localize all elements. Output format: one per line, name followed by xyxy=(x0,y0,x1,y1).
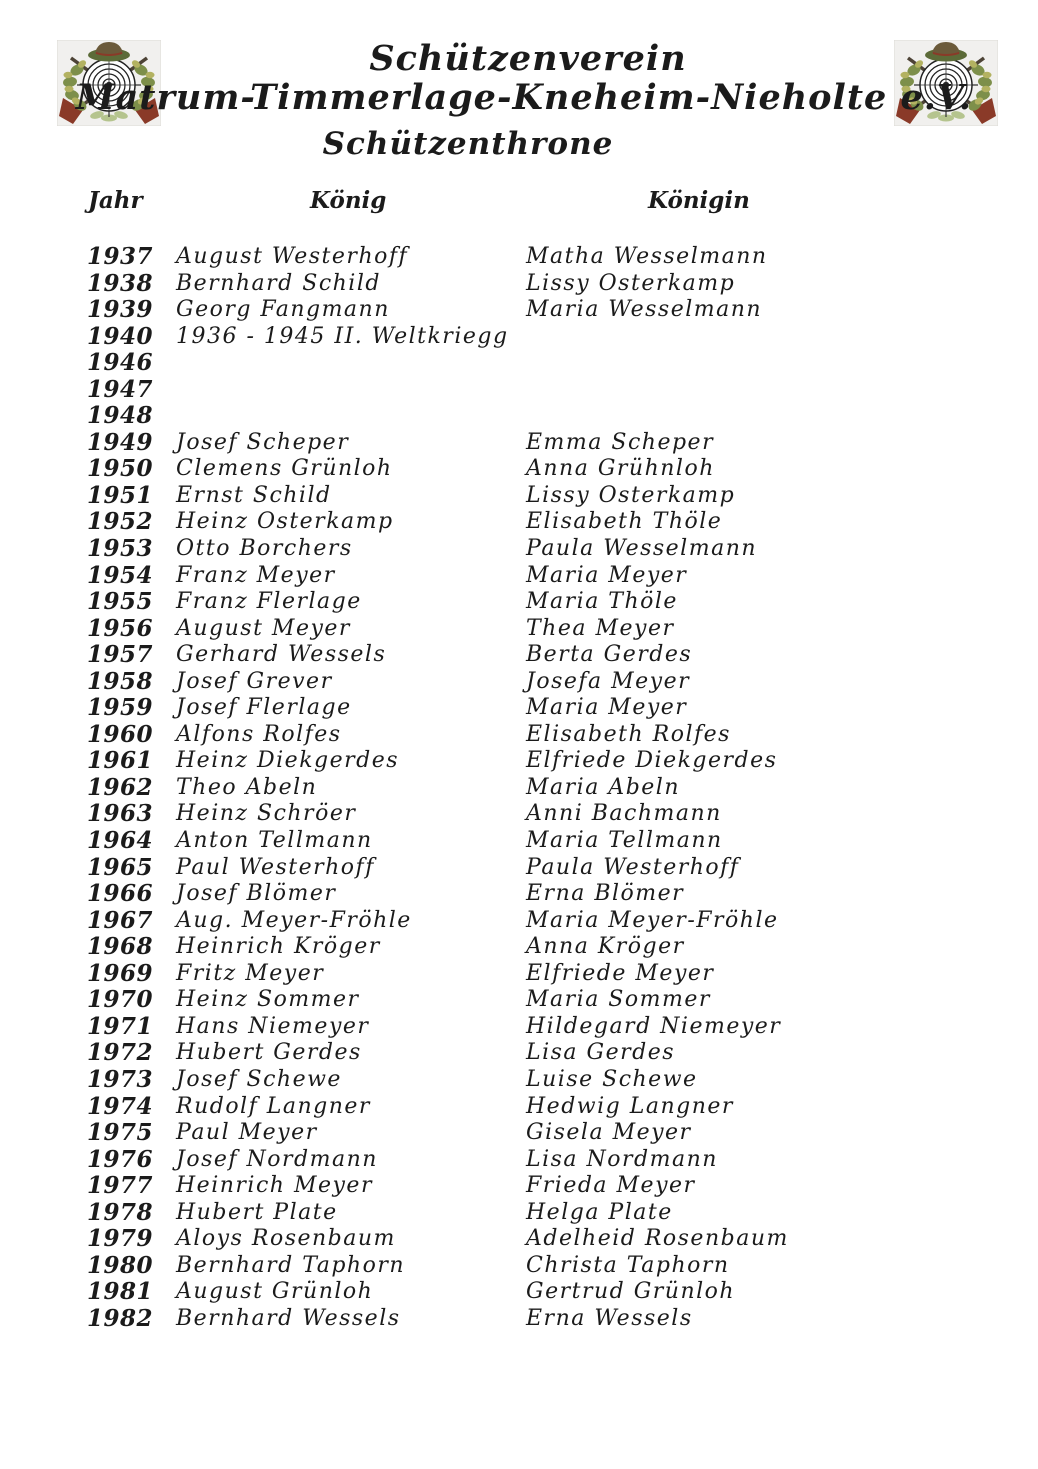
row-queen-name: Christa Taphorn xyxy=(526,1252,730,1278)
row-queen-name: Lissy Osterkamp xyxy=(526,482,736,508)
row-year: 1973 xyxy=(87,1065,154,1093)
row-year: 1963 xyxy=(87,800,154,828)
row-queen-name: Hildegard Niemeyer xyxy=(526,1013,782,1039)
row-king-name: Fritz Meyer xyxy=(176,960,325,986)
row-king-name: 1936 - 1945 II. Weltkriegg xyxy=(176,323,509,349)
row-king-name: Paul Meyer xyxy=(176,1120,318,1146)
row-king-name: Josef Blömer xyxy=(176,881,337,907)
throne-table xyxy=(0,244,1038,1332)
row-queen-name: Maria Sommer xyxy=(526,987,711,1013)
row-year: 1977 xyxy=(87,1172,154,1200)
row-year: 1938 xyxy=(87,269,154,297)
table-row xyxy=(0,881,1038,908)
table-row xyxy=(0,271,1038,298)
table-row xyxy=(0,855,1038,882)
table-row xyxy=(0,748,1038,775)
row-king-name: Alfons Rolfes xyxy=(176,721,342,747)
row-year: 1952 xyxy=(87,508,154,536)
table-row xyxy=(0,1094,1038,1121)
table-row xyxy=(0,1279,1038,1306)
table-row xyxy=(0,350,1038,377)
row-year: 1971 xyxy=(87,1012,154,1040)
row-year: 1965 xyxy=(87,853,154,881)
club-name-line1: Schützenverein xyxy=(369,38,687,79)
row-king-name: Heinrich Kröger xyxy=(176,934,381,960)
table-row xyxy=(0,775,1038,802)
row-queen-name: Maria Tellmann xyxy=(526,828,723,854)
row-queen-name: Thea Meyer xyxy=(526,615,675,641)
row-king-name: Bernhard Taphorn xyxy=(176,1252,406,1278)
table-row xyxy=(0,1014,1038,1041)
row-year: 1948 xyxy=(87,402,154,430)
club-name-line2: Matrum-Timmerlage-Kneheim-Nieholte e.V. xyxy=(75,77,973,118)
table-row xyxy=(0,616,1038,643)
row-year: 1967 xyxy=(87,906,154,934)
row-king-name: Georg Fangmann xyxy=(176,297,390,323)
row-queen-name: Adelheid Rosenbaum xyxy=(526,1226,789,1252)
row-year: 1960 xyxy=(87,720,154,748)
row-king-name: August Westerhoff xyxy=(176,244,409,269)
row-queen-name: Helga Plate xyxy=(526,1199,673,1225)
row-year: 1969 xyxy=(87,959,154,987)
table-row xyxy=(0,695,1038,722)
row-year: 1939 xyxy=(87,296,154,324)
row-year: 1950 xyxy=(87,455,154,483)
row-queen-name: Maria Meyer xyxy=(526,562,688,588)
row-queen-name: Lissy Osterkamp xyxy=(526,270,736,296)
row-year: 1958 xyxy=(87,667,154,695)
table-row xyxy=(0,1226,1038,1253)
row-year: 1951 xyxy=(87,481,154,509)
row-year: 1974 xyxy=(87,1092,154,1120)
column-header-year: Jahr xyxy=(88,187,143,214)
row-king-name: Anton Tellmann xyxy=(176,828,373,854)
row-queen-name: Matha Wesselmann xyxy=(526,244,768,269)
row-king-name: Heinz Sommer xyxy=(176,987,360,1013)
table-row xyxy=(0,456,1038,483)
row-queen-name: Maria Meyer-Fröhle xyxy=(526,907,779,933)
row-queen-name: Maria Abeln xyxy=(526,774,680,800)
row-queen-name: Erna Wessels xyxy=(526,1305,693,1331)
table-row xyxy=(0,324,1038,351)
row-queen-name: Elfriede Diekgerdes xyxy=(526,748,778,774)
row-year: 1979 xyxy=(87,1225,154,1253)
row-king-name: Ernst Schild xyxy=(176,482,332,508)
row-year: 1981 xyxy=(87,1278,154,1306)
row-queen-name: Paula Wesselmann xyxy=(526,536,758,562)
table-row xyxy=(0,934,1038,961)
row-year: 1946 xyxy=(87,349,154,377)
row-king-name: Aug. Meyer-Fröhle xyxy=(176,907,412,933)
table-row xyxy=(0,669,1038,696)
row-queen-name: Gisela Meyer xyxy=(526,1120,692,1146)
row-king-name: Franz Meyer xyxy=(176,562,336,588)
row-queen-name: Anna Grühnloh xyxy=(526,456,715,482)
row-year: 1940 xyxy=(87,322,154,350)
row-king-name: Franz Flerlage xyxy=(176,589,362,615)
table-row xyxy=(0,297,1038,324)
row-year: 1937 xyxy=(87,243,154,270)
row-queen-name: Emma Scheper xyxy=(526,429,715,455)
table-row xyxy=(0,1173,1038,1200)
table-row xyxy=(0,961,1038,988)
row-king-name: Bernhard Wessels xyxy=(176,1305,401,1331)
row-year: 1962 xyxy=(87,773,154,801)
page-title: Schützenthrone xyxy=(322,126,614,162)
table-row xyxy=(0,1253,1038,1280)
column-header-king: König xyxy=(310,187,387,214)
table-column-headers xyxy=(0,187,1038,217)
row-queen-name: Frieda Meyer xyxy=(526,1173,696,1199)
row-year: 1959 xyxy=(87,694,154,722)
row-king-name: Josef Grever xyxy=(176,668,333,694)
row-queen-name: Elisabeth Thöle xyxy=(526,509,723,535)
table-row xyxy=(0,1306,1038,1333)
row-year: 1955 xyxy=(87,588,154,616)
row-king-name: Josef Nordmann xyxy=(176,1146,378,1172)
row-year: 1972 xyxy=(87,1039,154,1067)
column-header-queen: Königin xyxy=(648,187,750,214)
table-row xyxy=(0,589,1038,616)
row-year: 1968 xyxy=(87,933,154,961)
row-king-name: Josef Flerlage xyxy=(176,695,352,721)
table-row xyxy=(0,563,1038,590)
row-queen-name: Hedwig Langner xyxy=(526,1093,734,1119)
row-king-name: Aloys Rosenbaum xyxy=(176,1226,396,1252)
row-queen-name: Gertrud Grünloh xyxy=(526,1279,736,1305)
row-queen-name: Elfriede Meyer xyxy=(526,960,715,986)
row-year: 1961 xyxy=(87,747,154,775)
row-queen-name: Berta Gerdes xyxy=(526,642,693,668)
table-row xyxy=(0,483,1038,510)
row-year: 1949 xyxy=(87,428,154,456)
row-queen-name: Maria Meyer xyxy=(526,695,688,721)
table-row xyxy=(0,801,1038,828)
table-row xyxy=(0,403,1038,430)
table-row xyxy=(0,377,1038,404)
row-king-name: Rudolf Langner xyxy=(176,1093,371,1119)
row-queen-name: Maria Thöle xyxy=(526,589,678,615)
row-queen-name: Anni Bachmann xyxy=(526,801,722,827)
row-king-name: Josef Scheper xyxy=(176,429,350,455)
row-king-name: Paul Westerhoff xyxy=(176,854,375,880)
row-year: 1947 xyxy=(87,375,154,403)
row-king-name: Heinrich Meyer xyxy=(176,1173,373,1199)
row-year: 1954 xyxy=(87,561,154,589)
table-row xyxy=(0,1067,1038,1094)
table-row xyxy=(0,244,1038,271)
row-year: 1978 xyxy=(87,1198,154,1226)
table-row xyxy=(0,987,1038,1014)
row-king-name: Josef Schewe xyxy=(176,1066,342,1092)
table-row xyxy=(0,1040,1038,1067)
row-king-name: Hans Niemeyer xyxy=(176,1013,370,1039)
row-king-name: Theo Abeln xyxy=(176,774,318,800)
row-year: 1957 xyxy=(87,641,154,669)
row-queen-name: Elisabeth Rolfes xyxy=(526,721,731,747)
row-year: 1953 xyxy=(87,535,154,563)
row-year: 1982 xyxy=(87,1304,154,1332)
table-row xyxy=(0,536,1038,563)
row-king-name: Clemens Grünloh xyxy=(176,456,393,482)
table-row xyxy=(0,642,1038,669)
row-queen-name: Lisa Nordmann xyxy=(526,1146,718,1172)
row-year: 1966 xyxy=(87,880,154,908)
row-king-name: August Meyer xyxy=(176,615,351,641)
row-king-name: Gerhard Wessels xyxy=(176,642,387,668)
row-year: 1956 xyxy=(87,614,154,642)
table-row xyxy=(0,430,1038,457)
row-queen-name: Anna Kröger xyxy=(526,934,685,960)
table-row xyxy=(0,722,1038,749)
row-queen-name: Paula Westerhoff xyxy=(526,854,740,880)
row-king-name: August Grünloh xyxy=(176,1279,374,1305)
row-queen-name: Lisa Gerdes xyxy=(526,1040,676,1066)
row-year: 1975 xyxy=(87,1119,154,1147)
table-row xyxy=(0,1120,1038,1147)
row-queen-name: Erna Blömer xyxy=(526,881,685,907)
row-king-name: Heinz Schröer xyxy=(176,801,357,827)
table-row xyxy=(0,1147,1038,1174)
row-year: 1980 xyxy=(87,1251,154,1279)
row-king-name: Heinz Osterkamp xyxy=(176,509,394,535)
table-row xyxy=(0,509,1038,536)
row-queen-name: Josefa Meyer xyxy=(526,668,691,694)
row-year: 1976 xyxy=(87,1145,154,1173)
row-king-name: Otto Borchers xyxy=(176,536,353,562)
row-king-name: Hubert Gerdes xyxy=(176,1040,362,1066)
row-queen-name: Luise Schewe xyxy=(526,1066,698,1092)
row-king-name: Heinz Diekgerdes xyxy=(176,748,400,774)
row-year: 1970 xyxy=(87,986,154,1014)
table-row xyxy=(0,828,1038,855)
row-year: 1964 xyxy=(87,827,154,855)
row-queen-name: Maria Wesselmann xyxy=(526,297,763,323)
row-king-name: Bernhard Schild xyxy=(176,270,381,296)
row-king-name: Hubert Plate xyxy=(176,1199,338,1225)
table-row xyxy=(0,908,1038,935)
table-row xyxy=(0,1200,1038,1227)
